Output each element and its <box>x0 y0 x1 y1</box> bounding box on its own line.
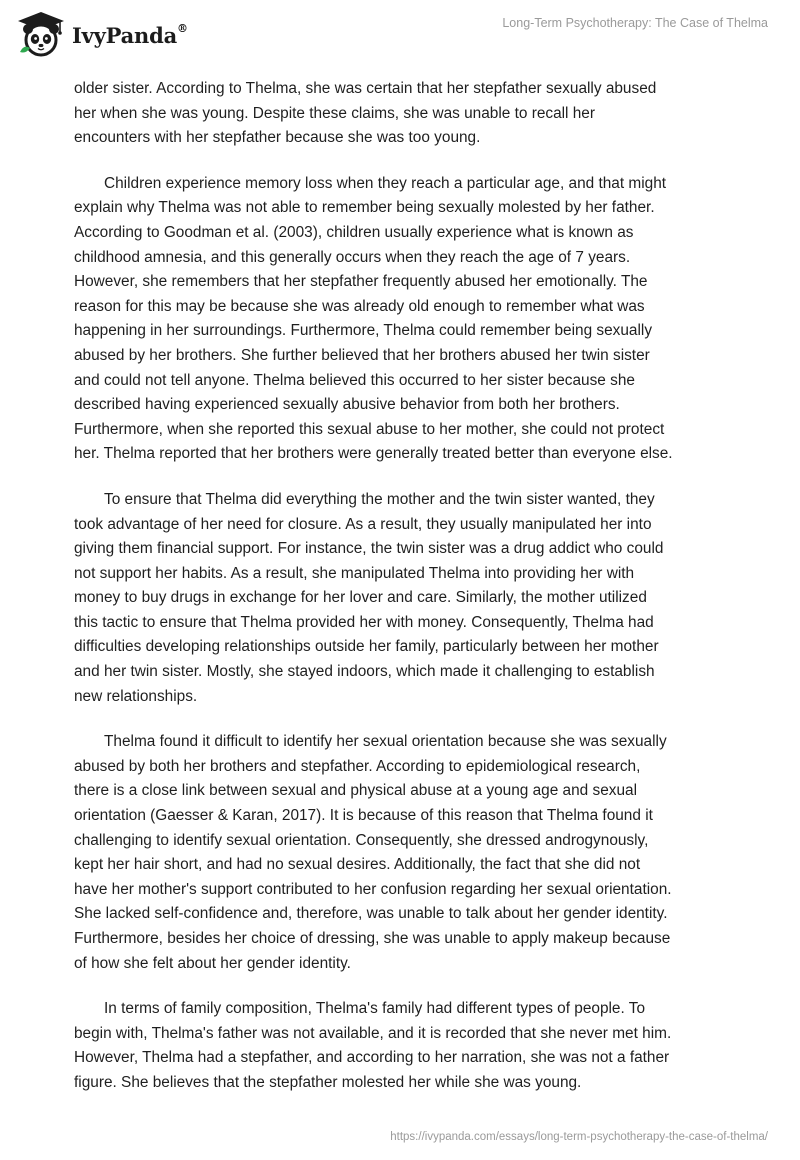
page-header <box>0 0 800 70</box>
paragraph: In terms of family composition, Thelma's family had different types of people. To begin with, Thelma's father was not available, and it is recorded that she never met him. However, Thelma had a stepfather, and according to her narration, she was not a father figure. She believes that the stepfather molested her while she was young. <box>74 1000 672 1091</box>
ivypanda-logo[interactable] <box>14 8 188 62</box>
essay-body <box>74 77 734 1117</box>
paragraph: Thelma found it difficult to identify her sexual orientation because she was sexually abused by both her brothers and stepfather. According to epidemiological research, there is a close link between sexual and physical abuse at a young age and sexual orientation (Gaesser & Karan, 2017). It is because of this reason that Thelma found it challenging to identify sexual orientation. Consequently, she dressed androgynously, kept her hair short, and had no sexual desires. Additionally, the fact that she did not have her mother's support contributed to her confusion regarding her sexual orientation. She lacked self-confidence and, therefore, was unable to talk about her gender identity. Furthermore, besides her choice of dressing, she was unable to apply makeup because of how she felt about her gender identity. <box>74 733 672 972</box>
panda-graduate-icon <box>14 8 68 62</box>
paragraph: older sister. According to Thelma, she was certain that her stepfather sexually abused her when she was young. Despite these claims, she was unable to recall her encounters with her stepfather because she was too young. <box>74 80 657 147</box>
paragraph: To ensure that Thelma did everything the mother and the twin sister wanted, they took advantage of her need for closure. As a result, they usually manipulated her into giving them financial support. For instance, the twin sister was a drug addict who could not support her habits. As a result, she manipulated Thelma into providing her with money to buy drugs in exchange for her lover and care. Similarly, the mother utilized this tactic to ensure that Thelma provided her with money. Consequently, Thelma had difficulties developing relationships outside her family, particularly between her mother and her twin sister. Mostly, she stayed indoors, which made it challenging to establish new relationships. <box>74 490 664 705</box>
document-title: Long-Term Psychotherapy: The Case of Thelma <box>502 16 768 30</box>
paragraph: Children experience memory loss when they reach a particular age, and that might explain why Thelma was not able to remember being sexually molested by her father. According to Goodman et al. (2003), children usually experience what is known as childhood amnesia, and this generally occurs when they reach the age of 7 years. However, she remembers that her stepfather frequently abused her emotionally. The reason for this may be because she was already old enough to remember what was happening in her surroundings. Furthermore, Thelma could remember being sexually abused by her brothers. She further believed that her brothers abused her twin sister and could not tell anyone. Thelma believed this occurred to her sister because she described having experienced sexually abusive behavior from both her brothers. Furthermore, when she reported this sexual abuse to her mother, she could not protect her. Thelma reported that her brothers were generally treated better than everyone else. <box>74 174 673 463</box>
brand-name: IvyPanda® <box>72 21 188 48</box>
registered-mark: ® <box>177 21 188 35</box>
source-url: https://ivypanda.com/essays/long-term-psychotherapy-the-case-of-thelma/ <box>390 1131 768 1143</box>
